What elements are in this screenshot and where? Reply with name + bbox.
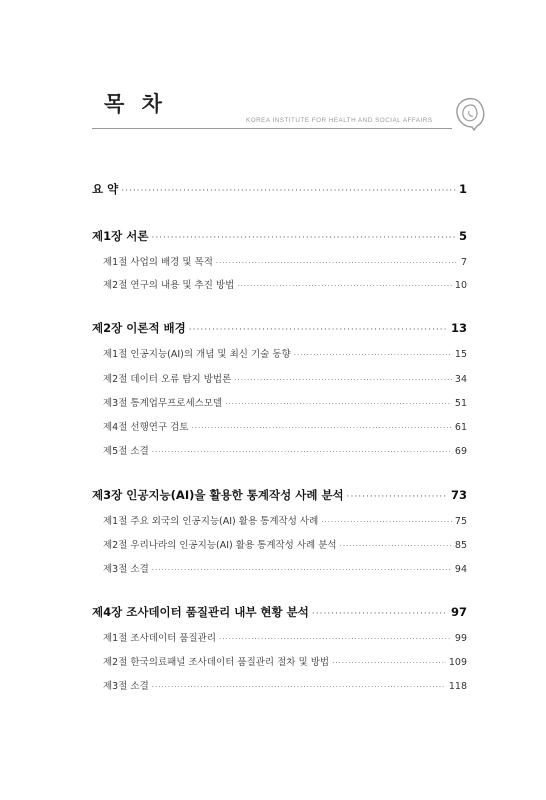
leader-dots (152, 448, 452, 456)
leader-dots (219, 635, 452, 643)
leader-dots (189, 325, 448, 335)
toc-entry-section[interactable]: 제5절 소결 ····· 69 (92, 443, 467, 457)
leader-dots (294, 351, 452, 359)
leader-dots (332, 659, 446, 667)
toc-entry-section[interactable]: 제2절 한국의료패널 조사데이터 품질관리 절차 및 방법 ····· 109 (92, 654, 467, 668)
toc-entry-section[interactable]: 제3절 소결 ····· 94 (92, 561, 467, 575)
leader-dots (237, 282, 452, 290)
toc-entry-section[interactable]: 제1절 주요 외국의 인공지능(AI) 활용 통계작성 사례 ····· 75 (92, 513, 467, 527)
leader-dots (234, 376, 452, 384)
leader-dots (152, 566, 452, 574)
leader-dots (216, 259, 458, 267)
toc-entry-section[interactable]: 제2절 데이터 오류 탐지 방법론 ····· 34 (92, 371, 467, 385)
header-divider (92, 128, 452, 129)
leader-dots (347, 492, 448, 502)
institute-name: KOREA INSTITUTE FOR HEALTH AND SOCIAL AFFAIRS (246, 117, 433, 124)
toc-entry-chapter-3[interactable]: 제3장 인공지능(AI)을 활용한 통계작성 사례 분석 ····· 73 (92, 487, 467, 503)
toc-entry-section[interactable]: 제3절 통계업무프로세스모델 ····· 51 (92, 395, 467, 409)
toc-entry-section[interactable]: 제4절 선행연구 검토 ····· 61 (92, 419, 467, 433)
toc-entry-summary[interactable]: 요 약 ····· 1 (92, 181, 467, 197)
leader-dots (225, 400, 452, 408)
leader-dots (151, 233, 456, 243)
toc-entry-chapter-4[interactable]: 제4장 조사데이터 품질관리 내부 현황 분석 ····· 97 (92, 604, 467, 620)
leader-dots (312, 609, 448, 619)
toc-entry-section[interactable]: 제1절 인공지능(AI)의 개념 및 최신 기술 동향 ····· 15 (92, 346, 467, 360)
leader-dots (340, 542, 452, 550)
leader-dots (152, 683, 446, 691)
toc-entry-section[interactable]: 제1절 사업의 배경 및 목적 ····· 7 (92, 254, 467, 268)
leader-dots (121, 186, 456, 196)
toc-entry-chapter-2[interactable]: 제2장 이론적 배경 ····· 13 (92, 320, 467, 336)
leader-dots (192, 424, 452, 432)
toc-entry-section[interactable]: 제1절 조사데이터 품질관리 ····· 99 (92, 630, 467, 644)
leader-dots (321, 518, 452, 526)
page-title: 목 차 (104, 92, 167, 116)
institute-logo-icon (450, 94, 488, 132)
toc-entry-section[interactable]: 제3절 소결 ····· 118 (92, 678, 467, 692)
toc-entry-section[interactable]: 제2절 우리나라의 인공지능(AI) 활용 통계작성 사례 분석 ····· 85 (92, 537, 467, 551)
toc-entry-chapter-1[interactable]: 제1장 서론 ····· 5 (92, 228, 467, 244)
toc-entry-section[interactable]: 제2절 연구의 내용 및 추진 방법 ····· 10 (92, 277, 467, 291)
